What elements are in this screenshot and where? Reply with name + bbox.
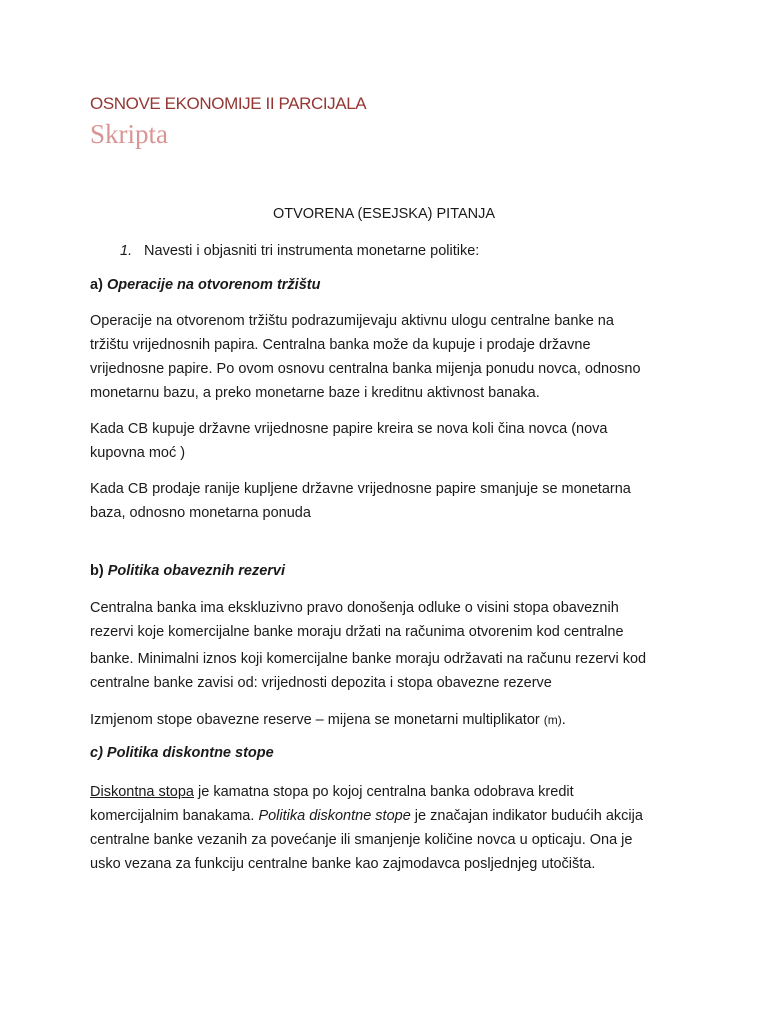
text-line (90, 780, 680, 804)
text-run: . (561, 712, 566, 728)
multiplier-symbol: (m) (543, 713, 562, 727)
section-a-title: Operacije na otvorenom tržištu (106, 277, 321, 293)
text-line (90, 804, 680, 828)
italic-term: Politika diskontne stope (258, 808, 411, 824)
underlined-term: Diskontna stopa (90, 784, 194, 800)
section-c-paragraph (90, 780, 680, 876)
text-run: je značajan indikator budućih akcija (410, 808, 643, 824)
section-a-paragraph-3 (90, 477, 680, 525)
text-run: komercijalnim banakama. (90, 808, 259, 824)
document-title: OSNOVE EKONOMIJE II PARCIJALA (90, 94, 367, 113)
text-run: je kamatna stopa po kojoj centralna banka odobrava kredit (193, 784, 574, 800)
section-b-title: Politika obaveznih rezervi (107, 563, 286, 579)
text-line: tržištu vrijednosnih papira. Centralna banka može da kupuje i prodaje državne (90, 337, 591, 353)
section-b-label: b) (90, 563, 104, 579)
text-line: Kada CB kupuje državne vrijednosne papire kreira se nova koli čina novca (nova (90, 421, 608, 437)
section-title: OTVORENA (ESEJSKA) PITANJA (272, 206, 496, 222)
text-line: Kada CB prodaje ranije kupljene državne vrijednosne papire smanjuje se monetarna (90, 481, 631, 497)
text-line: rezervi koje komercijalne banke moraju držati na računima otvorenim kod centralne (90, 624, 624, 640)
text-line: banke. Minimalni iznos koji komercijalne banke moraju održavati na računu rezervi kod (90, 651, 647, 667)
document-subtitle: Skripta (90, 119, 168, 149)
section-b-paragraph-1 (90, 596, 680, 695)
text-line: Operacije na otvorenom tržištu podrazumijevaju aktivnu ulogu centralne banke na (90, 313, 614, 329)
text-line: Centralna banka ima ekskluzivno pravo donošenja odluke o visini stopa obaveznih (90, 600, 619, 616)
section-a-paragraph-2 (90, 417, 680, 465)
text-line: usko vezana za funkciju centralne banke kao zajmodavca posljednjeg utočišta. (90, 856, 596, 872)
question-number: 1. (120, 243, 133, 259)
question-item (120, 243, 479, 259)
text-line: centralne banke zavisi od: vrijednosti depozita i stopa obavezne rezerve (90, 675, 552, 691)
section-a-paragraph-1 (90, 309, 680, 405)
text-line: baza, odnosno monetarna ponuda (90, 505, 311, 521)
section-c-title: c) Politika diskontne stope (90, 745, 274, 761)
section-a-label: a) (90, 277, 103, 293)
text-line (90, 708, 680, 732)
section-c-heading (90, 745, 274, 761)
section-b-heading (90, 563, 285, 579)
text-line: centralne banke vezanih za povećanje ili smanjenje količine novca u opticaju. Ona je (90, 832, 633, 848)
section-a-heading (90, 277, 320, 293)
text-line: kupovna moć ) (90, 445, 186, 461)
text-line: vrijednosne papire. Po ovom osnovu centralna banka mijenja ponudu novca, odnosno (90, 361, 641, 377)
text-run: Izmjenom stope obavezne reserve – mijena se monetarni multiplikator (90, 712, 540, 728)
text-line: monetarnu bazu, a preko monetarne baze i kreditnu aktivnost banaka. (90, 385, 540, 401)
question-text: Navesti i objasniti tri instrumenta monetarne politike: (144, 243, 480, 259)
section-b-paragraph-2 (90, 708, 680, 732)
